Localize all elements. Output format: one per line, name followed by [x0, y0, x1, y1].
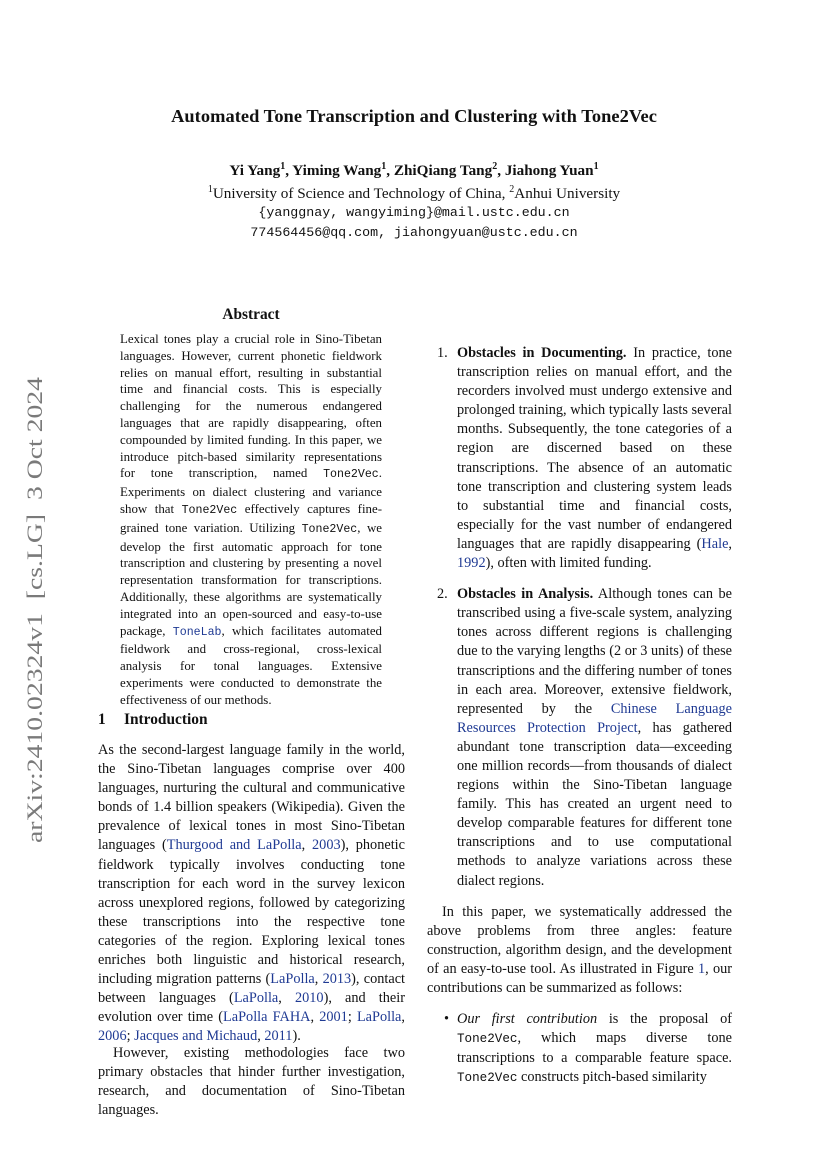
obstacle-title: Obstacles in Documenting.: [457, 345, 627, 361]
bullet-marker: •: [444, 1011, 450, 1028]
body-text: ,: [301, 837, 313, 854]
citation-link[interactable]: LaPolla: [356, 1009, 402, 1026]
abstract-text: , we develop the first automatic approach for tone transcription and clustering by presenting a novel representation transformation for transcriptions. Additionally, these algorithms are systematically integrated into an open-sourced and easy-to-use package,: [120, 520, 382, 638]
obstacle-list-item: [427, 585, 732, 891]
arxiv-identifier-text: arXiv:2410.02324v1 [cs.LG] 3 Oct 2024: [22, 472, 47, 843]
citation-link[interactable]: Thurgood and LaPolla: [166, 837, 302, 854]
author-affiliation-mark: 2: [492, 161, 498, 172]
obstacle-list-item: [427, 344, 732, 573]
body-text: However, existing methodologies face two primary obstacles that hinder further investigation, research, and documentation of Sino-Tibetan languages.: [98, 1045, 405, 1119]
body-text: ,: [278, 990, 295, 1007]
body-text: ,: [314, 971, 323, 988]
body-text: , has gathered abundant tone transcription data—exceeding one million records—from thousands of dialect regions within the Sino-Tibetan language family. This has created an urgent need to develop comparable features for different tone transcriptions and to use computational methods to analyze variations across these dialect regions.: [457, 719, 733, 889]
author-affiliation-mark: 1: [593, 161, 599, 172]
body-text: Although tones can be transcribed using a five-scale system, analyzing tones across different regions is challenging due to the varying lengths (2 or 3 units) of these transcriptions and the differing number of tones in each area. Moreover, extensive fieldwork, represented by the: [457, 586, 732, 717]
citation-link[interactable]: 1992: [457, 555, 486, 572]
citation-link[interactable]: 2006: [98, 1028, 127, 1045]
body-text: As the second-largest language family in the world, the Sino-Tibetan languages comprise over 400 languages, nurturing the cultural and communicative bonds of 1.4 billion speakers (Wikipedia). Given the prevalence of lexical tones in most Sino-Tibetan languages (: [98, 742, 405, 854]
email-line[interactable]: {yanggnay, wangyiming}@mail.ustc.edu.cn: [258, 205, 570, 220]
intro-paragraph: [98, 741, 405, 1047]
abstract-text: effectively captures fine-grained tone variation. Utilizing: [120, 501, 382, 535]
section-heading-introduction: [98, 711, 208, 729]
author-name: Jiahong Yuan: [504, 162, 594, 180]
contribution-bullet-item: [427, 1010, 732, 1088]
author-name: Yiming Wang: [292, 162, 382, 180]
body-text: , which maps diverse tone transcriptions to a comparable feature space.: [457, 1030, 732, 1067]
tonelab-link[interactable]: ToneLab: [172, 625, 222, 639]
citation-link[interactable]: 2013: [322, 971, 352, 988]
arxiv-identifier-stamp: [20, 375, 50, 845]
body-text: ,: [401, 1009, 405, 1026]
body-text: ), often with limited funding.: [485, 555, 652, 572]
body-text: ).: [292, 1028, 301, 1045]
body-text: , our contributions can be summarized as follows:: [427, 960, 732, 996]
affiliation-name: Anhui University: [514, 185, 621, 203]
contribution-emphasis: Our first contribution: [457, 1011, 598, 1028]
paper-title: Automated Tone Transcription and Clustering with Tone2Vec: [171, 106, 657, 126]
author-affiliation-mark: 1: [280, 161, 286, 172]
citation-link[interactable]: 2001: [319, 1009, 348, 1026]
right-column: [427, 306, 732, 1088]
body-text: ,: [257, 1028, 265, 1045]
project-link[interactable]: Chinese Language Resources Protection Project: [457, 700, 732, 736]
citation-link[interactable]: 2010: [294, 990, 324, 1007]
body-text: constructs pitch-based similarity: [517, 1069, 707, 1086]
inline-code: Tone2Vec: [181, 503, 238, 517]
citation-link[interactable]: LaPolla: [270, 971, 315, 988]
abstract-text: . Experiments on dialect clustering and variance show that: [120, 466, 382, 516]
citation-link[interactable]: 2003: [312, 837, 341, 854]
intro-paragraph-continued: [98, 1044, 405, 1120]
list-number: 1.: [437, 345, 448, 361]
body-text: ,: [728, 535, 732, 552]
inline-code: Tone2Vec: [323, 468, 379, 482]
author-list: Yi Yang$^1$, Yiming Wang$^1$, ZhiQiang Tang$^2$, Jiahong Yuan$^1$: [229, 161, 599, 180]
obstacle-title: Obstacles in Analysis.: [457, 586, 594, 603]
body-text: ;: [126, 1028, 135, 1045]
inline-code: Tone2Vec: [301, 522, 358, 536]
author-name: Yi Yang: [229, 162, 281, 180]
citation-link[interactable]: LaPolla: [233, 990, 279, 1007]
email-line[interactable]: 774564456@qq.com, jiahongyuan@ustc.edu.cn: [250, 225, 578, 240]
body-text: ), and their evolution over time (: [98, 990, 405, 1026]
citation-link[interactable]: 2011: [264, 1028, 293, 1045]
affiliation-name: University of Science and Technology of China,: [212, 185, 506, 203]
body-text: ,: [310, 1009, 320, 1026]
abstract-text: Lexical tones play a crucial role in Sino-Tibetan languages. However, current phonetic fieldwork relies on manual effort, resulting in substantial time and financial costs. This is especially challenging for the numerous endangered languages that are rapidly disappearing, often compounded by limited funding. In this paper, we introduce pitch-based similarity representations for tone transcription, named: [120, 332, 382, 481]
author-name: ZhiQiang Tang: [393, 162, 493, 180]
citation-link[interactable]: LaPolla FAHA: [223, 1009, 311, 1026]
abstract-heading: Abstract: [222, 306, 280, 323]
author-affiliation-mark: 1: [381, 161, 387, 172]
figure-reference-link[interactable]: 1: [697, 960, 706, 977]
body-text: In this paper, we systematically addressed the above problems from three angles: feature construction, algorithm design, and the development of an easy-to-use tool. As illustrated in Figure: [427, 903, 732, 977]
citation-link[interactable]: Jacques and Michaud: [134, 1028, 258, 1045]
affiliation-mark: 1: [207, 184, 213, 195]
abstract-body: [120, 331, 382, 709]
body-text: ), phonetic fieldwork typically involves conducting tone transcription for each word in the survey lexicon across unexplored regions, followed by categorizing these transcriptions into the respective tone categories of the region. Exploring lexical tones enriches both linguistic and historical research, including migration patterns (: [98, 837, 405, 988]
section-title: Introduction: [124, 711, 208, 728]
inline-code: Tone2Vec: [457, 1071, 518, 1086]
body-text: ), contact between languages (: [98, 971, 406, 1007]
body-text: is the proposal of: [597, 1011, 733, 1028]
contributions-intro-paragraph: [427, 903, 732, 998]
affiliation-mark: 2: [509, 184, 515, 195]
citation-link[interactable]: Hale: [701, 535, 729, 552]
list-number: 2.: [437, 586, 448, 603]
inline-code: Tone2Vec: [457, 1032, 518, 1047]
affiliations: [0, 184, 828, 203]
section-number: 1: [98, 711, 106, 728]
body-text: ;: [347, 1009, 357, 1026]
body-text: In practice, tone transcription relies on manual effort, and the recorders involved must undergo extensive and prolonged training, which typically lasts several months. Subsequently, the tone categories of a region are discerned based on these transcriptions. The absence of an automatic tone transcription and clustering system leads to substantial time and financial costs, especially for the vast number of endangered languages that are rapidly disappearing (: [457, 345, 732, 552]
abstract-text: , which facilitates automated fieldwork and cross-regional, cross-lexical analysis for tonal languages. Extensive experiments were conducted to demonstrate the effectiveness of our methods.: [120, 623, 382, 707]
